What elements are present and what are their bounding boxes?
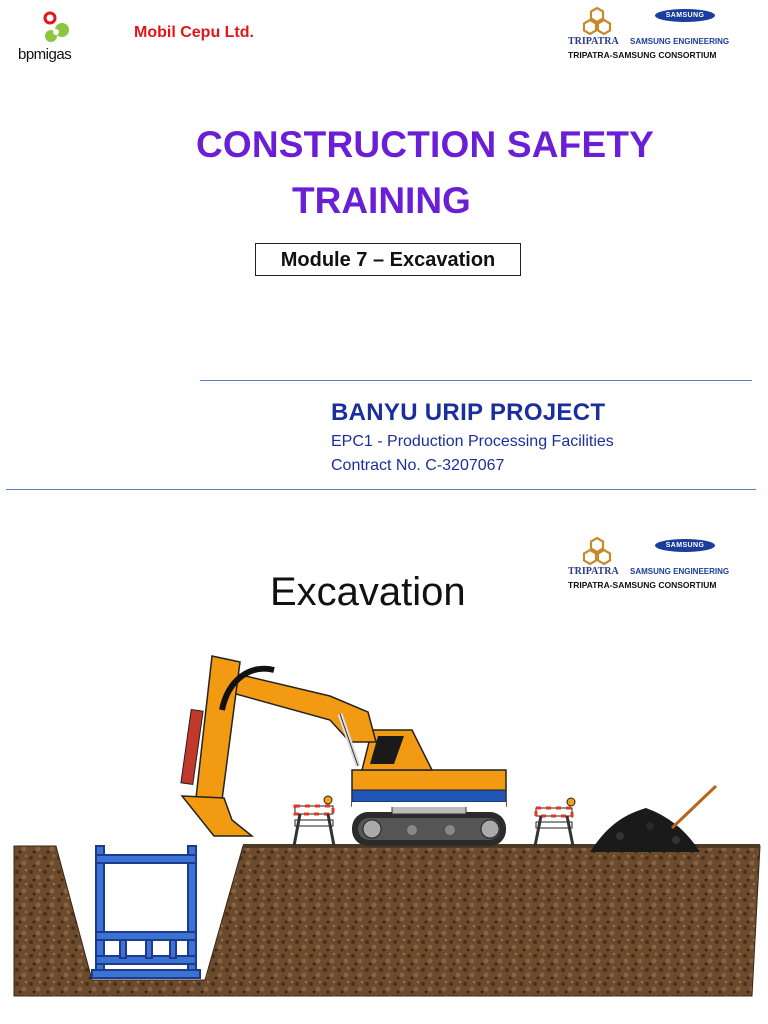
tripatra-label: TRIPATRA	[568, 566, 619, 577]
bpmigas-logo	[14, 10, 114, 70]
consortium-logo	[562, 6, 754, 70]
consortium-name: TRIPATRA-SAMSUNG CONSORTIUM	[568, 580, 717, 590]
tripatra-label: TRIPATRA	[568, 36, 619, 47]
bpmigas-logo-text: bpmigas	[18, 46, 72, 63]
bpmigas-emblem-icon	[14, 10, 74, 50]
consortium-name: TRIPATRA-SAMSUNG CONSORTIUM	[568, 50, 717, 60]
excavator	[181, 656, 506, 846]
barricade-right	[535, 798, 575, 846]
samsung-engineering-label: SAMSUNG ENGINEERING	[630, 37, 730, 46]
spoil-pile	[590, 786, 716, 852]
divider-bottom	[6, 489, 756, 490]
contract-number: Contract No. C-3207067	[331, 457, 505, 474]
divider-top	[200, 380, 752, 381]
trench-shoring-box	[92, 846, 200, 978]
slide-title: Excavation	[270, 570, 466, 614]
company-name: Mobil Cepu Ltd.	[134, 24, 254, 41]
module-label: Module 7 – Excavation	[255, 243, 521, 276]
title-line-2: TRAINING	[292, 180, 471, 221]
excavation-slide	[0, 500, 768, 1024]
samsung-engineering-label: SAMSUNG ENGINEERING	[630, 567, 730, 576]
title-line-1: CONSTRUCTION SAFETY	[195, 124, 655, 165]
consortium-logo-2	[562, 536, 754, 600]
title-slide	[0, 0, 768, 500]
project-subtitle: EPC1 - Production Processing Facilities	[331, 433, 614, 450]
barricade-left	[294, 796, 334, 846]
samsung-logo: SAMSUNG	[655, 9, 715, 22]
excavation-illustration	[0, 630, 768, 1024]
project-title: BANYU URIP PROJECT	[331, 399, 606, 426]
samsung-logo: SAMSUNG	[655, 539, 715, 552]
